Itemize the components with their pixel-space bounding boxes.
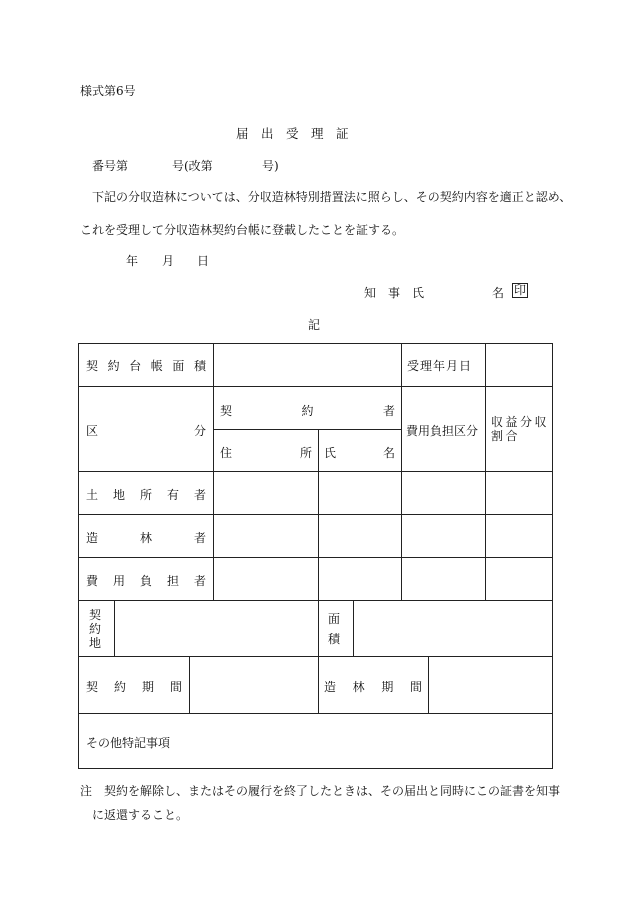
number-suffix: 号) xyxy=(262,159,279,173)
table-rule xyxy=(213,429,401,430)
date-month: 月 xyxy=(162,254,175,268)
contract-area-label: 契 約 台 帳 面 積 xyxy=(86,359,206,373)
number-mid: 号(改第 xyxy=(172,159,213,173)
body-text-line-2: これを受理して分収造林契約台帳に登載したことを証する。 xyxy=(80,223,405,237)
table-rule xyxy=(485,343,486,600)
ki-heading: 記 xyxy=(308,318,321,332)
table-row-label: 土 地 所 有 者 xyxy=(86,488,206,502)
table-row-label: 費 用 負 担 者 xyxy=(86,574,206,588)
form-label: 様式第6号 xyxy=(80,84,136,98)
table-rule xyxy=(78,768,553,769)
page-title: 届 出 受 理 証 xyxy=(236,126,349,141)
note-line-2: に返還すること。 xyxy=(92,808,189,822)
seal-mark xyxy=(512,283,528,298)
table-rule xyxy=(353,600,354,656)
table-rule xyxy=(78,713,553,714)
table-rule xyxy=(552,343,553,769)
note-line-1: 注 契約を解除し、またはその履行を終了したときは、その届出と同時にこの証書を知事 xyxy=(80,784,561,798)
table-rule xyxy=(114,600,115,656)
area-short-label: 面積 xyxy=(327,612,340,646)
signature-chiji-2: 事 xyxy=(388,286,401,300)
signature-mei: 名 xyxy=(492,286,505,300)
table-rule xyxy=(401,343,402,600)
date-day: 日 xyxy=(197,254,210,268)
classification-label: 区 分 xyxy=(86,424,206,438)
table-rule xyxy=(78,600,553,601)
contract-land-label: 契約地 xyxy=(88,608,101,650)
table-rule xyxy=(428,656,429,713)
table-rule xyxy=(78,656,553,657)
address-label: 住 所 xyxy=(220,446,312,460)
signature-shi: 氏 xyxy=(412,286,425,300)
contract-period-label: 契 約 期 間 xyxy=(86,680,182,694)
seal-label: 印 xyxy=(514,283,527,297)
profit-share-label: 収益分収割合 xyxy=(491,415,550,443)
number-prefix: 番号第 xyxy=(92,159,129,173)
table-rule xyxy=(318,429,319,600)
name-label: 氏 名 xyxy=(324,446,395,460)
receipt-date-label: 受理年月日 xyxy=(407,359,473,373)
table-rule xyxy=(78,471,553,472)
date-year: 年 xyxy=(126,254,139,268)
table-rule xyxy=(78,343,553,344)
signature-chiji-1: 知 xyxy=(364,286,377,300)
table-rule xyxy=(78,343,79,769)
contractor-label: 契 約 者 xyxy=(220,404,395,418)
table-rule xyxy=(318,600,319,713)
table-rule xyxy=(189,656,190,713)
table-rule xyxy=(213,343,214,600)
body-text-line-1: 下記の分収造林については、分収造林特別措置法に照らし、その契約内容を適正と認め、 xyxy=(92,190,572,204)
table-row-label: 造 林 者 xyxy=(86,531,206,545)
planting-period-label: 造 林 期 間 xyxy=(324,680,422,694)
table-rule xyxy=(78,514,553,515)
other-notes-label: その他特記事項 xyxy=(86,736,171,750)
table-rule xyxy=(78,386,553,387)
table-rule xyxy=(78,557,553,558)
cost-share-label: 費用負担区分 xyxy=(406,424,479,438)
